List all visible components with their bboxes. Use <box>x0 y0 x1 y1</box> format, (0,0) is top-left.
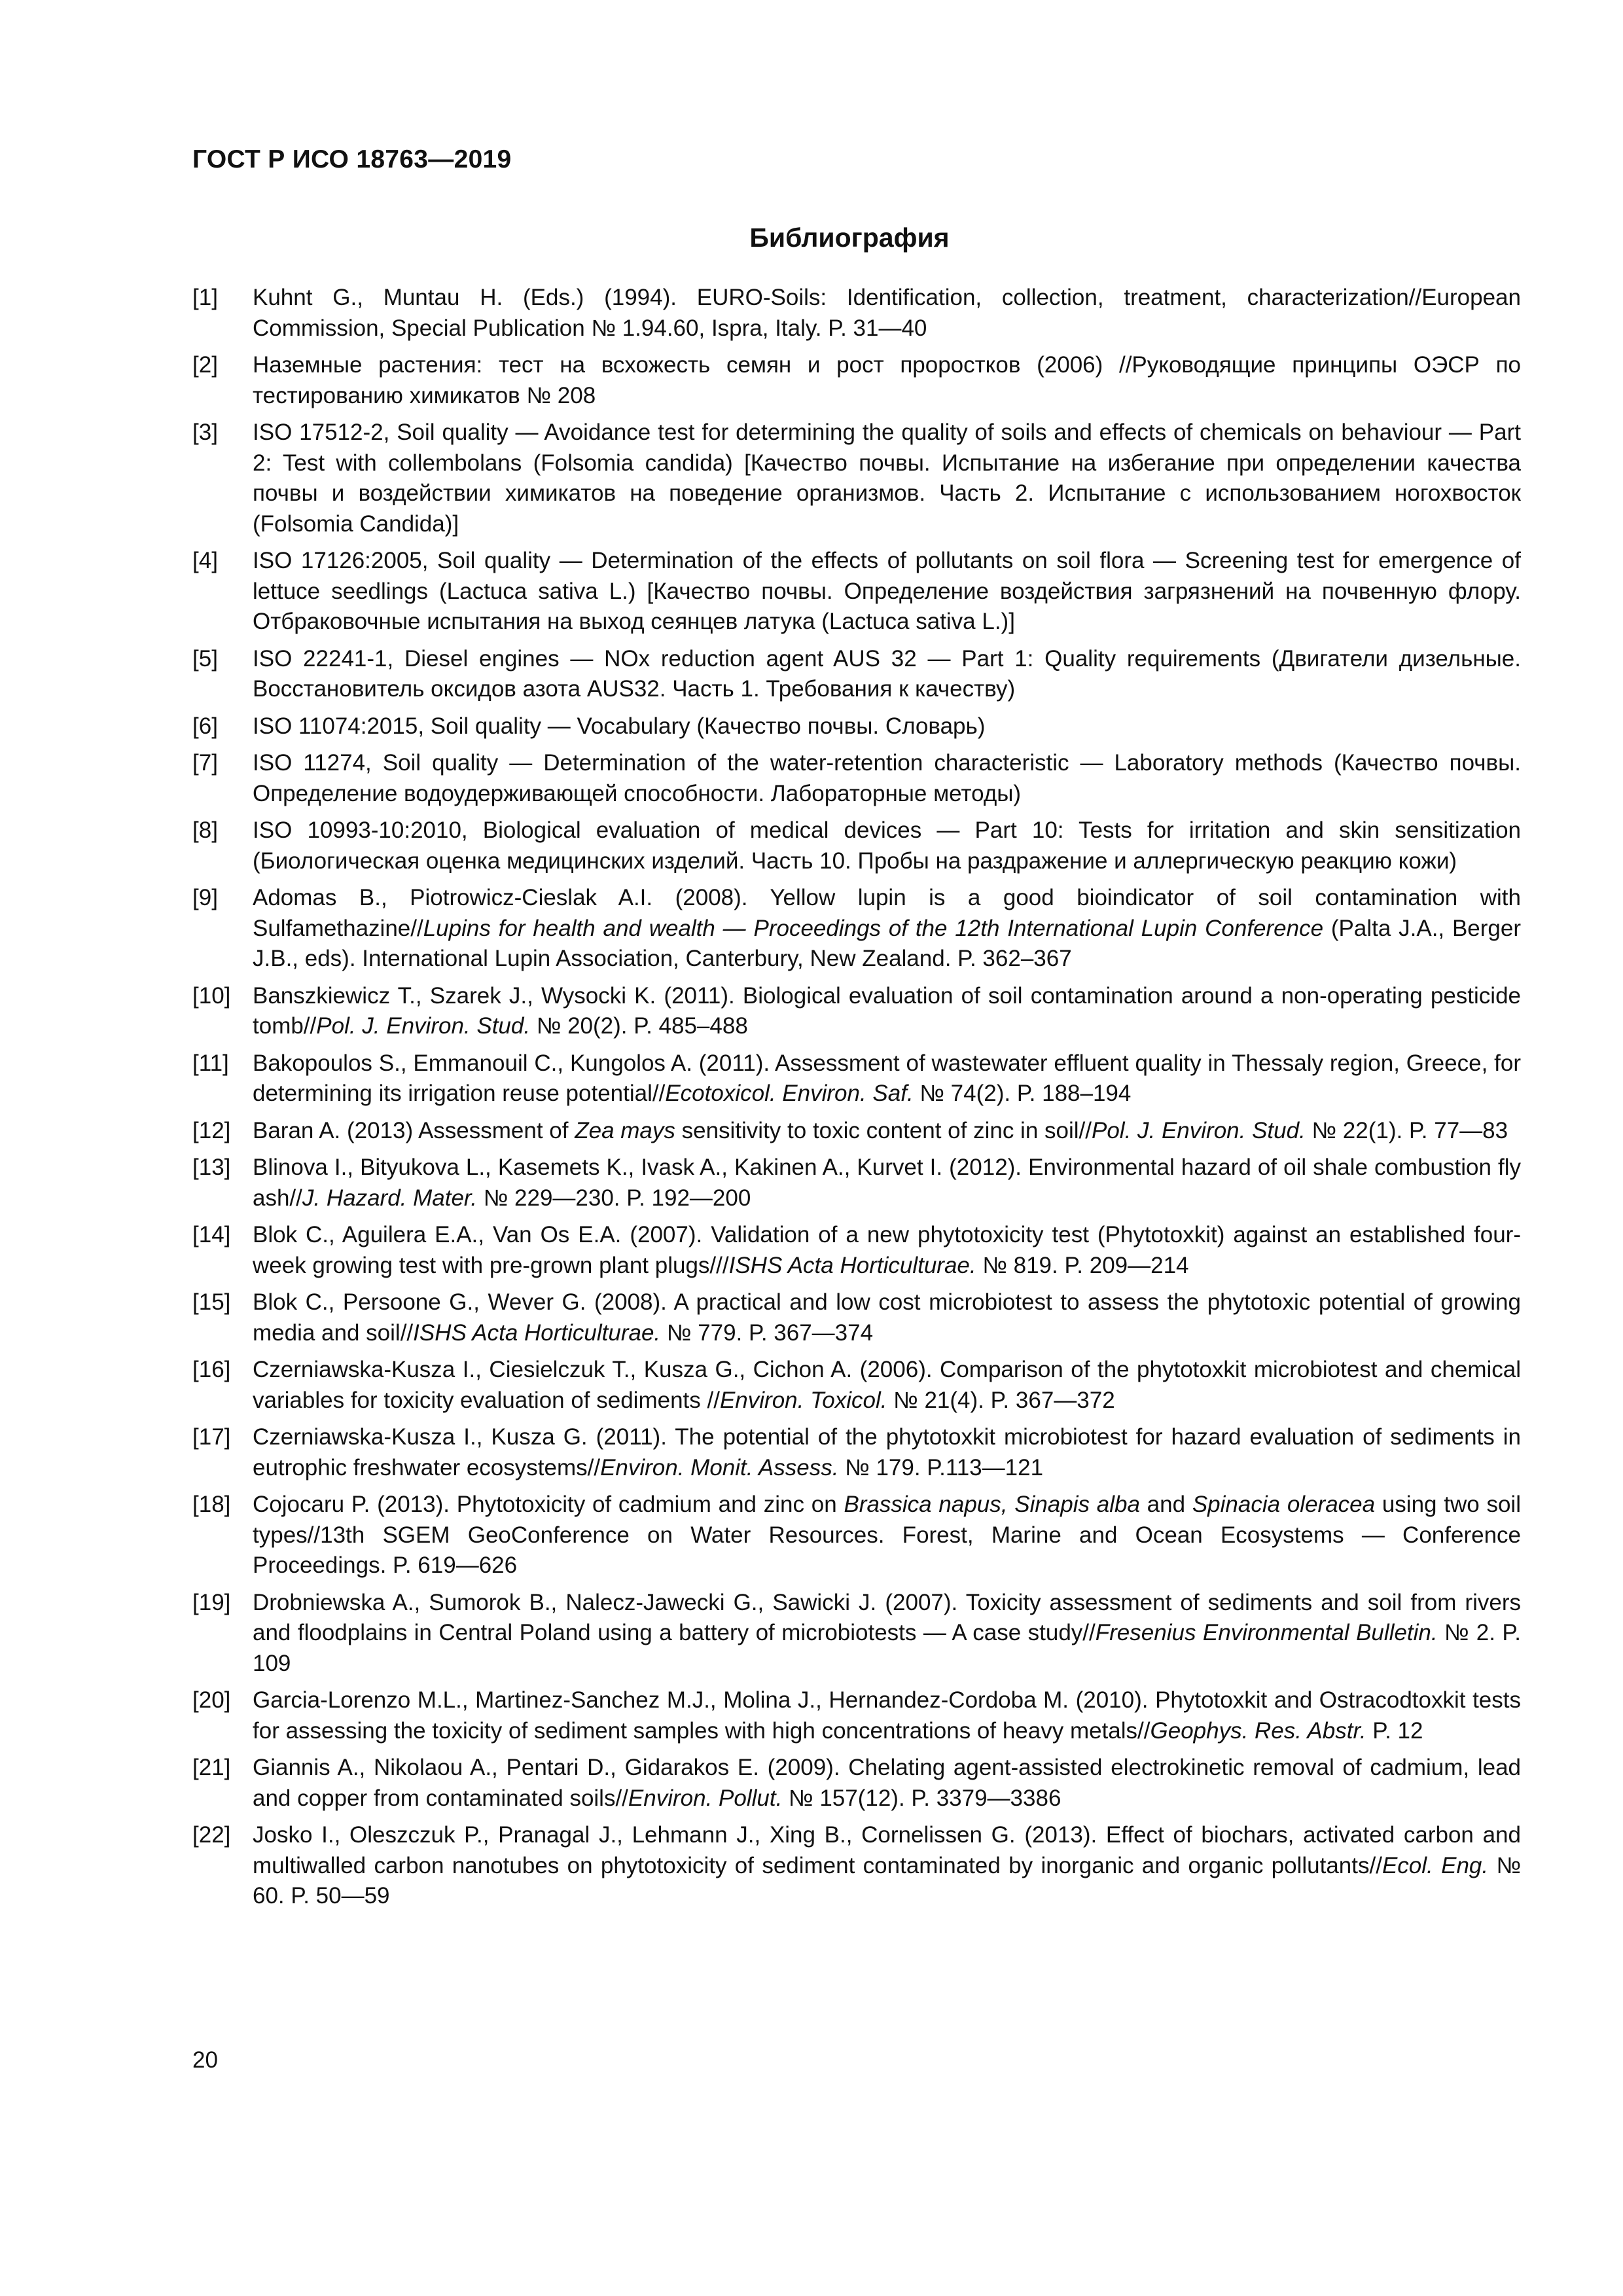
reference-segment: № 157(12). P. 3379—3386 <box>782 1785 1061 1811</box>
reference-italic-segment: Spinacia oleracea <box>1192 1492 1376 1517</box>
reference-segment: Blok C., Persoone G., Wever G. (2008). A practical and low cost microbiotest to assess the phytotoxic potential of growing media and soil// <box>253 1289 1521 1346</box>
reference-number: [13] <box>192 1155 231 1180</box>
reference-segment: Bakopoulos S., Emmanouil C., Kungolos A. (2011). Assessment of wastewater effluent quality in Thessaly region, Greece, for determining its irrigation reuse potential// <box>253 1050 1521 1106</box>
reference-number: [8] <box>192 817 218 843</box>
reference-number: [2] <box>192 352 218 378</box>
reference-text <box>253 283 1521 344</box>
reference-segment: Banszkiewicz T., Szarek J., Wysocki K. (2011). Biological evaluation of soil contamination around a non-operating pesticide tomb// <box>253 982 1521 1039</box>
reference-segment: Adomas B., Piotrowicz-Cieslak A.I. (2008). Yellow lupin is a good bioindicator of soil contamination with Sulfamethazine// <box>253 885 1521 941</box>
reference-segment: and <box>1139 1492 1192 1517</box>
reference-italic-segment: Pol. J. Environ. Stud. <box>316 1013 531 1039</box>
reference-number: [3] <box>192 420 218 445</box>
reference-segment: № 819. P. 209—214 <box>976 1252 1189 1278</box>
reference-segment: № 60. P. 50—59 <box>253 1852 1521 1909</box>
reference-segment: (Palta J.A., Berger J.B., eds). International Lupin Association, Canterbury, New Zealand. P. 362–367 <box>253 915 1521 971</box>
reference-item <box>192 981 1521 1042</box>
reference-text <box>253 1049 1521 1109</box>
reference-italic-segment: Environ. Pollut. <box>628 1785 783 1811</box>
reference-number: [20] <box>192 1687 231 1713</box>
reference-segment: Blok C., Aguilera E.A., Van Os E.A. (2007). Validation of a new phytotoxicity test (Phytotoxkit) against an established four-week growing test with pre-grown plant plugs/// <box>253 1222 1521 1278</box>
reference-text <box>253 981 1521 1042</box>
reference-item <box>192 816 1521 876</box>
reference-item <box>192 1685 1521 1746</box>
reference-segment: № 179. P.113—121 <box>838 1454 1044 1480</box>
reference-text <box>253 816 1521 876</box>
reference-number: [19] <box>192 1589 231 1615</box>
reference-text <box>253 748 1521 809</box>
reference-item <box>192 748 1521 809</box>
reference-italic-segment: Geophys. Res. Abstr. <box>1150 1717 1366 1744</box>
reference-item <box>192 711 1521 742</box>
reference-text <box>253 1116 1521 1147</box>
reference-text <box>253 1355 1521 1416</box>
reference-item <box>192 1588 1521 1679</box>
reference-segment: Czerniawska-Kusza I., Kusza G. (2011). The potential of the phytotoxkit microbiotest for hazard evaluation of sediments in eutrophic freshwater ecosystems// <box>253 1424 1521 1480</box>
reference-segment: № 229—230. P. 192—200 <box>477 1185 751 1211</box>
reference-segment: № 22(1). P. 77—83 <box>1305 1117 1508 1143</box>
reference-segment: Kuhnt G., Muntau H. (Eds.) (1994). EURO-Soils: Identification, collection, treatment, characterization//European Commission, Special Publication № 1.94.60, Ispra, Italy. P. 31—40 <box>253 285 1521 341</box>
reference-item <box>192 1820 1521 1912</box>
reference-number: [6] <box>192 713 218 739</box>
reference-segment: № 74(2). P. 188–194 <box>913 1081 1132 1106</box>
bibliography-title-text: Библиография <box>749 223 950 253</box>
reference-segment: Giannis A., Nikolaou A., Pentari D., Gidarakos E. (2009). Chelating agent-assisted electrokinetic removal of cadmium, lead and copper from contaminated soils// <box>253 1755 1521 1811</box>
reference-italic-segment: Pol. J. Environ. Stud. <box>1091 1117 1306 1143</box>
bibliography-list <box>192 283 1521 1918</box>
reference-text <box>253 546 1521 637</box>
reference-item <box>192 1220 1521 1281</box>
reference-text <box>253 711 1521 742</box>
reference-item <box>192 1287 1521 1348</box>
reference-item <box>192 283 1521 344</box>
bibliography-title <box>0 223 1623 253</box>
reference-segment: ISO 22241-1, Diesel engines — NOx reduction agent AUS 32 — Part 1: Quality requirements (Двигатели дизельные. Восстановитель оксидов азота AUS32. Часть 1. Требования к качеству) <box>253 645 1521 702</box>
reference-text <box>253 1685 1521 1746</box>
reference-text <box>253 1820 1521 1912</box>
reference-italic-segment: ISHS Acta Horticulturae. <box>413 1319 661 1346</box>
reference-text <box>253 1153 1521 1213</box>
reference-item <box>192 644 1521 705</box>
reference-number: [1] <box>192 285 218 310</box>
reference-text <box>253 1220 1521 1281</box>
page-number: 20 <box>192 2047 218 2073</box>
reference-segment: P. 12 <box>1366 1717 1423 1744</box>
reference-segment: ISO 17512-2, Soil quality — Avoidance test for determining the quality of soils and effects of chemicals on behaviour — Part 2: Test with collembolans (Folsomia candida) [Качество почвы. Испытание на избегание при определении качества почвы и воздействии химикатов на поведение организмов. Часть 2. Испытание с использованием ногохвосток (Folsomia Candida)] <box>253 420 1521 537</box>
reference-italic-segment: Environ. Toxicol. <box>719 1387 887 1413</box>
reference-segment: ISO 11274, Soil quality — Determination of the water-retention characteristic — Laboratory methods (Качество почвы. Определение водоудерживающей способности. Лабораторные методы) <box>253 750 1521 806</box>
reference-item <box>192 1753 1521 1814</box>
reference-text <box>253 1287 1521 1348</box>
reference-item <box>192 1490 1521 1581</box>
reference-italic-segment: J. Hazard. Mater. <box>302 1185 478 1211</box>
reference-text <box>253 1422 1521 1483</box>
reference-item <box>192 1153 1521 1213</box>
reference-item <box>192 350 1521 411</box>
reference-number: [15] <box>192 1289 231 1315</box>
reference-text <box>253 350 1521 411</box>
reference-number: [5] <box>192 645 218 672</box>
reference-item <box>192 1422 1521 1483</box>
reference-segment: № 2. P. 109 <box>253 1620 1521 1676</box>
reference-number: [18] <box>192 1492 231 1517</box>
reference-italic-segment: Environ. Monit. Assess. <box>600 1454 839 1480</box>
reference-segment: № 779. P. 367—374 <box>660 1319 874 1346</box>
reference-segment: ISO 17126:2005, Soil quality — Determination of the effects of pollutants on soil flora — Screening test for emergence of lettuce seedlings (Lactuca sativa L.) [Качество почвы. Определение воздействия загрязнений на почвенную флору. Отбраковочные испытания на выход сеянцев латука (Lactuca sativa L.)] <box>253 548 1521 634</box>
reference-italic-segment: Lupins for health and wealth — Proceedings of the 12th International Lupin Conference <box>423 915 1324 941</box>
reference-number: [7] <box>192 750 218 776</box>
reference-segment: using two soil types//13th SGEM GeoConference on Water Resources. Forest, Marine and Ocean Ecosystems — Conference Proceedings. P. 619—626 <box>253 1492 1521 1578</box>
reference-segment: Blinova I., Bityukova L., Kasemets K., Ivask A., Kakinen A., Kurvet I. (2012). Environmental hazard of oil shale combustion fly ash// <box>253 1155 1521 1211</box>
reference-segment: № 20(2). P. 485–488 <box>530 1013 748 1039</box>
reference-segment: Garcia-Lorenzo M.L., Martinez-Sanchez M.J., Molina J., Hernandez-Cordoba M. (2010). Phytotoxkit and Ostracodtoxkit tests for assessing the toxicity of sediment samples with high concentrations of heavy metals// <box>253 1687 1521 1744</box>
reference-item <box>192 1049 1521 1109</box>
reference-item <box>192 1116 1521 1147</box>
reference-segment: Baran A. (2013) Assessment of <box>253 1117 575 1143</box>
reference-item <box>192 418 1521 539</box>
reference-number: [9] <box>192 885 218 910</box>
reference-italic-segment: Brassica napus, Sinapis alba <box>844 1492 1140 1517</box>
reference-italic-segment: Ecotoxicol. Environ. Saf. <box>665 1081 914 1106</box>
reference-italic-segment: Fresenius Environmental Bulletin. <box>1095 1620 1438 1645</box>
reference-text <box>253 1753 1521 1814</box>
reference-text <box>253 883 1521 975</box>
reference-segment: Наземные растения: тест на всхожесть семян и рост проростков (2006) //Руководящие принципы ОЭСР по тестированию химикатов № 208 <box>253 352 1521 408</box>
reference-text <box>253 418 1521 539</box>
reference-segment: sensitivity to toxic content of zinc in soil// <box>675 1117 1092 1143</box>
reference-number: [14] <box>192 1222 231 1247</box>
reference-segment: Drobniewska A., Sumorok B., Nalecz-Jawecki G., Sawicki J. (2007). Toxicity assessment of sediments and soil from rivers and floodplains in Central Poland using a battery of microbiotests — A case study// <box>253 1589 1521 1645</box>
reference-segment: № 21(4). P. 367—372 <box>887 1387 1115 1413</box>
reference-number: [11] <box>192 1050 229 1076</box>
reference-item <box>192 1355 1521 1416</box>
reference-segment: Cojocaru P. (2013). Phytotoxicity of cadmium and zinc on <box>253 1492 844 1517</box>
document-code-header: ГОСТ Р ИСО 18763—2019 <box>192 145 512 173</box>
reference-segment: ISO 10993-10:2010, Biological evaluation of medical devices — Part 10: Tests for irritation and skin sensitization (Биологическая оценка медицинских изделий. Часть 10. Пробы на раздражение и аллергическую реакцию кожи) <box>253 817 1521 874</box>
reference-number: [10] <box>192 982 231 1009</box>
reference-number: [22] <box>192 1822 231 1848</box>
reference-number: [16] <box>192 1357 231 1382</box>
reference-text <box>253 1588 1521 1679</box>
reference-number: [17] <box>192 1424 231 1450</box>
reference-italic-segment: Zea mays <box>575 1117 675 1143</box>
reference-number: [21] <box>192 1755 231 1780</box>
reference-text <box>253 644 1521 705</box>
reference-segment: Josko I., Oleszczuk P., Pranagal J., Lehmann J., Xing B., Cornelissen G. (2013). Effect of biochars, activated carbon and multiwalled carbon nanotubes on phytotoxicity of sediment contaminated by inorganic and organic pollutants// <box>253 1822 1521 1878</box>
reference-item <box>192 546 1521 637</box>
reference-italic-segment: ISHS Acta Horticulturae. <box>728 1252 976 1278</box>
reference-segment: ISO 11074:2015, Soil quality — Vocabulary (Качество почвы. Словарь) <box>253 713 986 739</box>
reference-item <box>192 883 1521 975</box>
reference-number: [4] <box>192 548 218 573</box>
reference-text <box>253 1490 1521 1581</box>
reference-segment: Czerniawska-Kusza I., Ciesielczuk T., Kusza G., Cichon A. (2006). Comparison of the phytotoxkit microbiotest and chemical variables for toxicity evaluation of sediments // <box>253 1357 1521 1413</box>
reference-italic-segment: Ecol. Eng. <box>1382 1852 1489 1878</box>
reference-number: [12] <box>192 1117 231 1143</box>
